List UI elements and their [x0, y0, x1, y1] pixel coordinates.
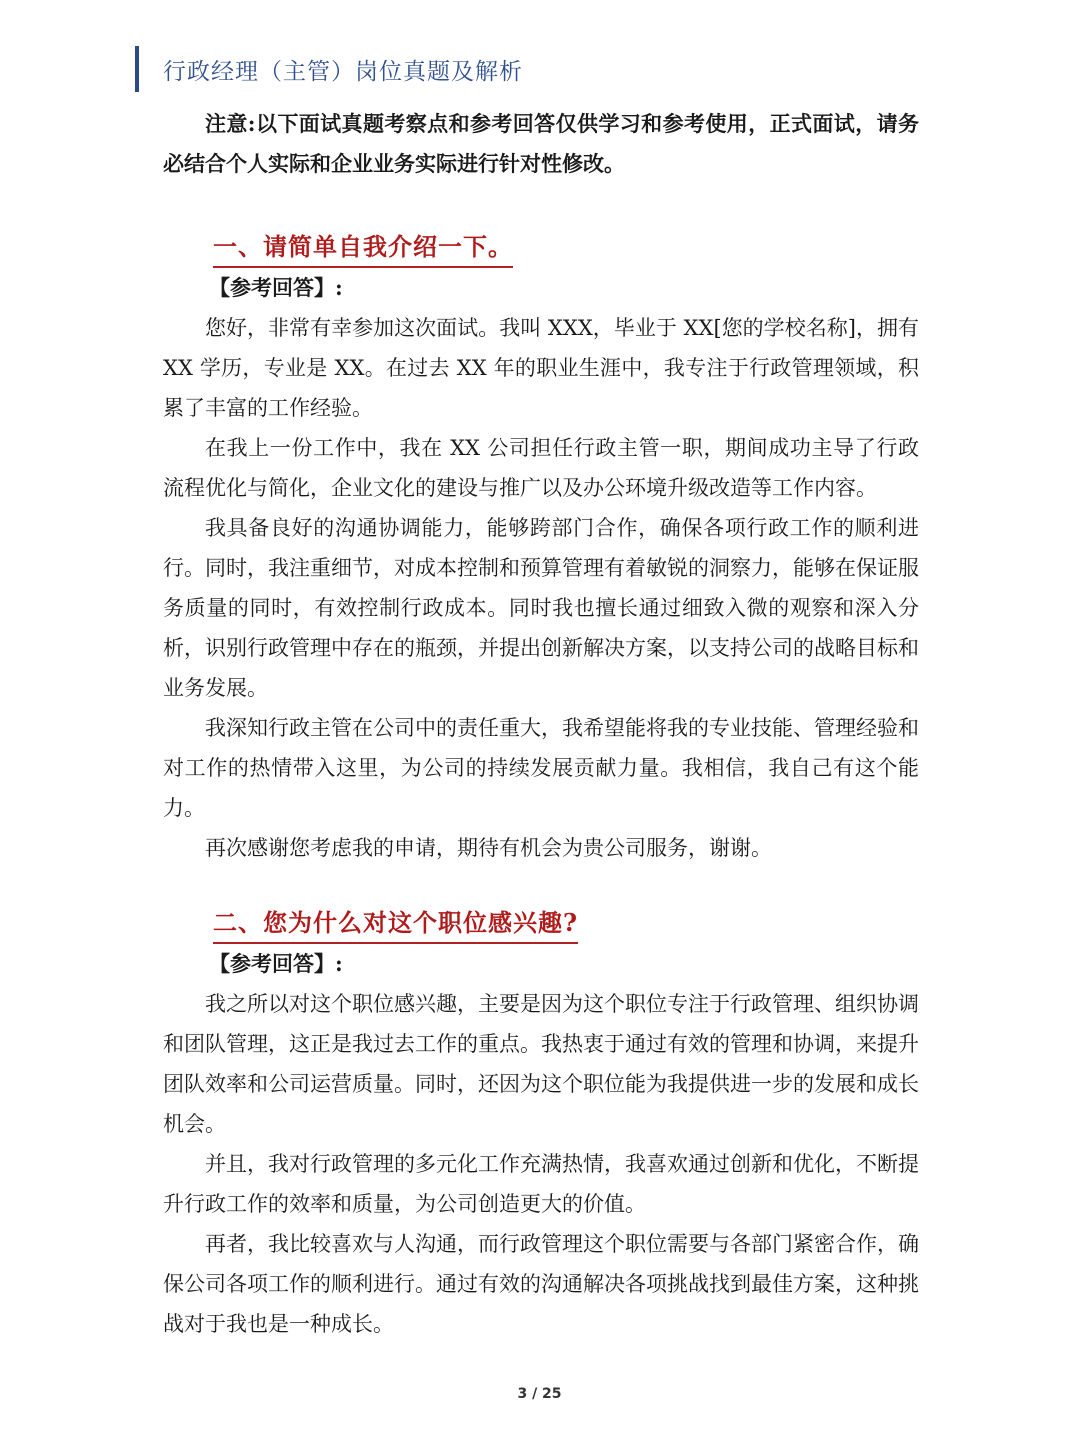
paragraph: 我深知行政主管在公司中的责任重大，我希望能将我的专业技能、管理经验和对工作的热情带入这里，为公司的持续发展贡献力量。我相信，我自己有这个能力。	[163, 716, 919, 820]
document-body	[163, 104, 919, 1344]
section-title-underline	[213, 904, 578, 944]
paragraph: 我具备良好的沟通协调能力，能够跨部门合作，确保各项行政工作的顺利进行。同时，我注重细节，对成本控制和预算管理有着敏锐的洞察力，能够在保证服务质量的同时，有效控制行政成本。同时我也擅长通过细致入微的观察和深入分析，识别行政管理中存在的瓶颈，并提出创新解决方案，以支持公司的战略目标和业务发展。	[163, 516, 919, 700]
paragraph: 再次感谢您考虑我的申请，期待有机会为贵公司服务，谢谢。	[205, 836, 772, 860]
paragraph: 在我上一份工作中，我在 XX 公司担任行政主管一职，期间成功主导了行政流程优化与简化，企业文化的建设与推广以及办公环境升级改造等工作内容。	[163, 436, 919, 500]
section-title: 二、您为什么对这个职位感兴趣?	[213, 908, 579, 937]
reference-answer-label: 【参考回答】:	[209, 275, 343, 300]
paragraph: 再者，我比较喜欢与人沟通，而行政管理这个职位需要与各部门紧密合作，确保公司各项工作的顺利进行。通过有效的沟通解决各项挑战找到最佳方案，这种挑战对于我也是一种成长。	[163, 1232, 919, 1336]
notice-text: 注意:以下面试真题考察点和参考回答仅供学习和参考使用，正式面试，请务必结合个人实际和企业业务实际进行针对性修改。	[163, 111, 919, 176]
section-1	[163, 184, 919, 868]
section-2	[163, 868, 919, 1344]
paragraph: 我之所以对这个职位感兴趣，主要是因为这个职位专注于行政管理、组织协调和团队管理，这正是我过去工作的重点。我热衷于通过有效的管理和协调，来提升团队效率和公司运营质量。同时，还因为这个职位能为我提供进一步的发展和成长机会。	[163, 992, 919, 1136]
paragraph: 您好，非常有幸参加这次面试。我叫 XXX，毕业于 XX[您的学校名称]，拥有 XX 学历，专业是 XX。在过去 XX 年的职业生涯中，我专注于行政管理领域，积累了丰富的工作经验。	[163, 316, 919, 420]
header-title: 行政经理（主管）岗位真题及解析	[163, 58, 523, 85]
page-number: 3 / 25	[517, 1386, 562, 1402]
section-title-underline	[213, 228, 513, 268]
document-header	[135, 46, 523, 92]
reference-answer-label: 【参考回答】:	[209, 951, 343, 976]
paragraph: 并且，我对行政管理的多元化工作充满热情，我喜欢通过创新和优化，不断提升行政工作的效率和质量，为公司创造更大的价值。	[163, 1152, 919, 1216]
section-title: 一、请简单自我介绍一下。	[213, 232, 513, 261]
